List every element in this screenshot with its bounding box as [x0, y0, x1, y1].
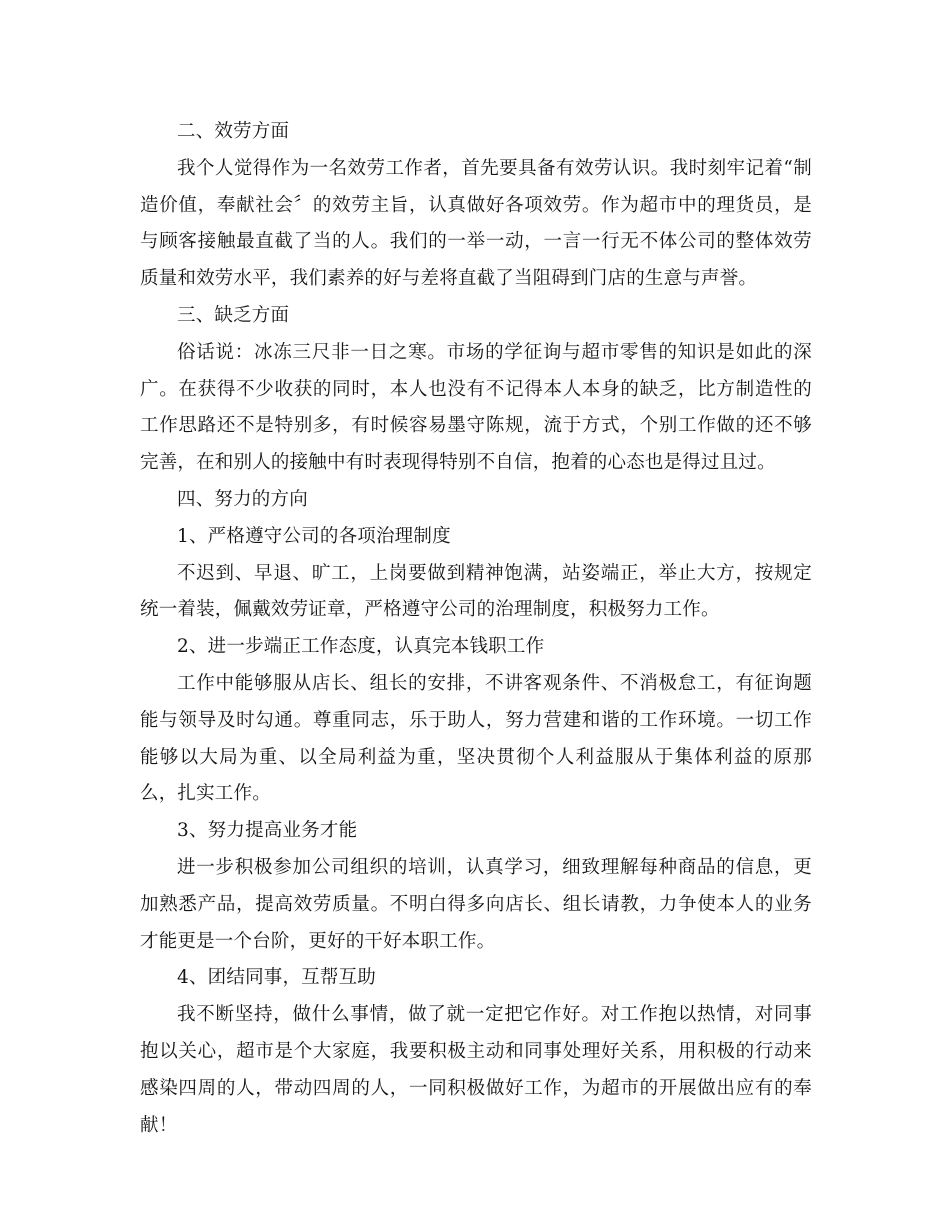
subheading-rules: 1、严格遵守公司的各项治理制度 — [177, 525, 451, 547]
paragraph-teamwork: 我不断坚持，做什么事情，做了就一定把它作好。对工作抱以热情，对同事抱以关心，超市是个大家庭，我要积极主动和同事处理好关系，用积极的行动来感染四周的人，带动四周的人，一同积极做好工作，为超市的开展做出应有的奉献！ — [140, 1004, 812, 1136]
paragraph-rules: 不迟到、早退、旷工，上岗要做到精神饱满，站姿端正，举止大方，按规定统一着装，佩戴效劳证章，严格遵守公司的治理制度，积极努力工作。 — [140, 562, 812, 621]
section-heading-shortcomings: 三、缺乏方面 — [177, 304, 290, 326]
section-heading-direction: 四、努力的方向 — [177, 488, 308, 510]
paragraph-attitude: 工作中能够服从店长、组长的安排，不讲客观条件、不消极怠工，有征询题能与领导及时勾通。尊重同志，乐于助人，努力营建和谐的工作环境。一切工作能够以大局为重、以全局利益为重，坚决贯彻个人利益服从于集体利益的原那么，扎实工作。 — [140, 672, 812, 805]
section-heading-service: 二、效劳方面 — [177, 121, 290, 142]
subheading-teamwork: 4、团结同事，互帮互助 — [177, 967, 376, 989]
paragraph-shortcomings: 俗话说：冰冻三尺非一日之寒。市场的学征询与超市零售的知识是如此的深广。在获得不少收获的同时，本人也没有不记得本人本身的缺乏，比方制造性的工作思路还不是特别多，有时候容易墨守陈规，流于方式，个别工作做的还不够完善，在和别人的接触中有时表现得特别不自信，抱着的心态也是得过且过。 — [140, 341, 812, 474]
document-body — [140, 114, 812, 1144]
paragraph-skills: 进一步积极参加公司组织的培训，认真学习，细致理解每种商品的信息，更加熟悉产品，提高效劳质量。不明白得多向店长、组长请教，力争使本人的业务才能更是一个台阶，更好的干好本职工作。 — [140, 856, 812, 952]
subheading-skills: 3、努力提高业务才能 — [177, 820, 358, 842]
paragraph-service: 我个人觉得作为一名效劳工作者，首先要具备有效劳认识。我时刻牢记着“制造价值，奉献社会〞的效劳主旨，认真做好各项效劳。作为超市中的理货员，是与顾客接触最直截了当的人。我们的一举一动，一言一行无不体公司的整体效劳质量和效劳水平，我们素养的好与差将直截了当阻碍到门店的生意与声誉。 — [140, 157, 812, 290]
subheading-attitude: 2、进一步端正工作态度，认真完本钱职工作 — [177, 636, 545, 658]
